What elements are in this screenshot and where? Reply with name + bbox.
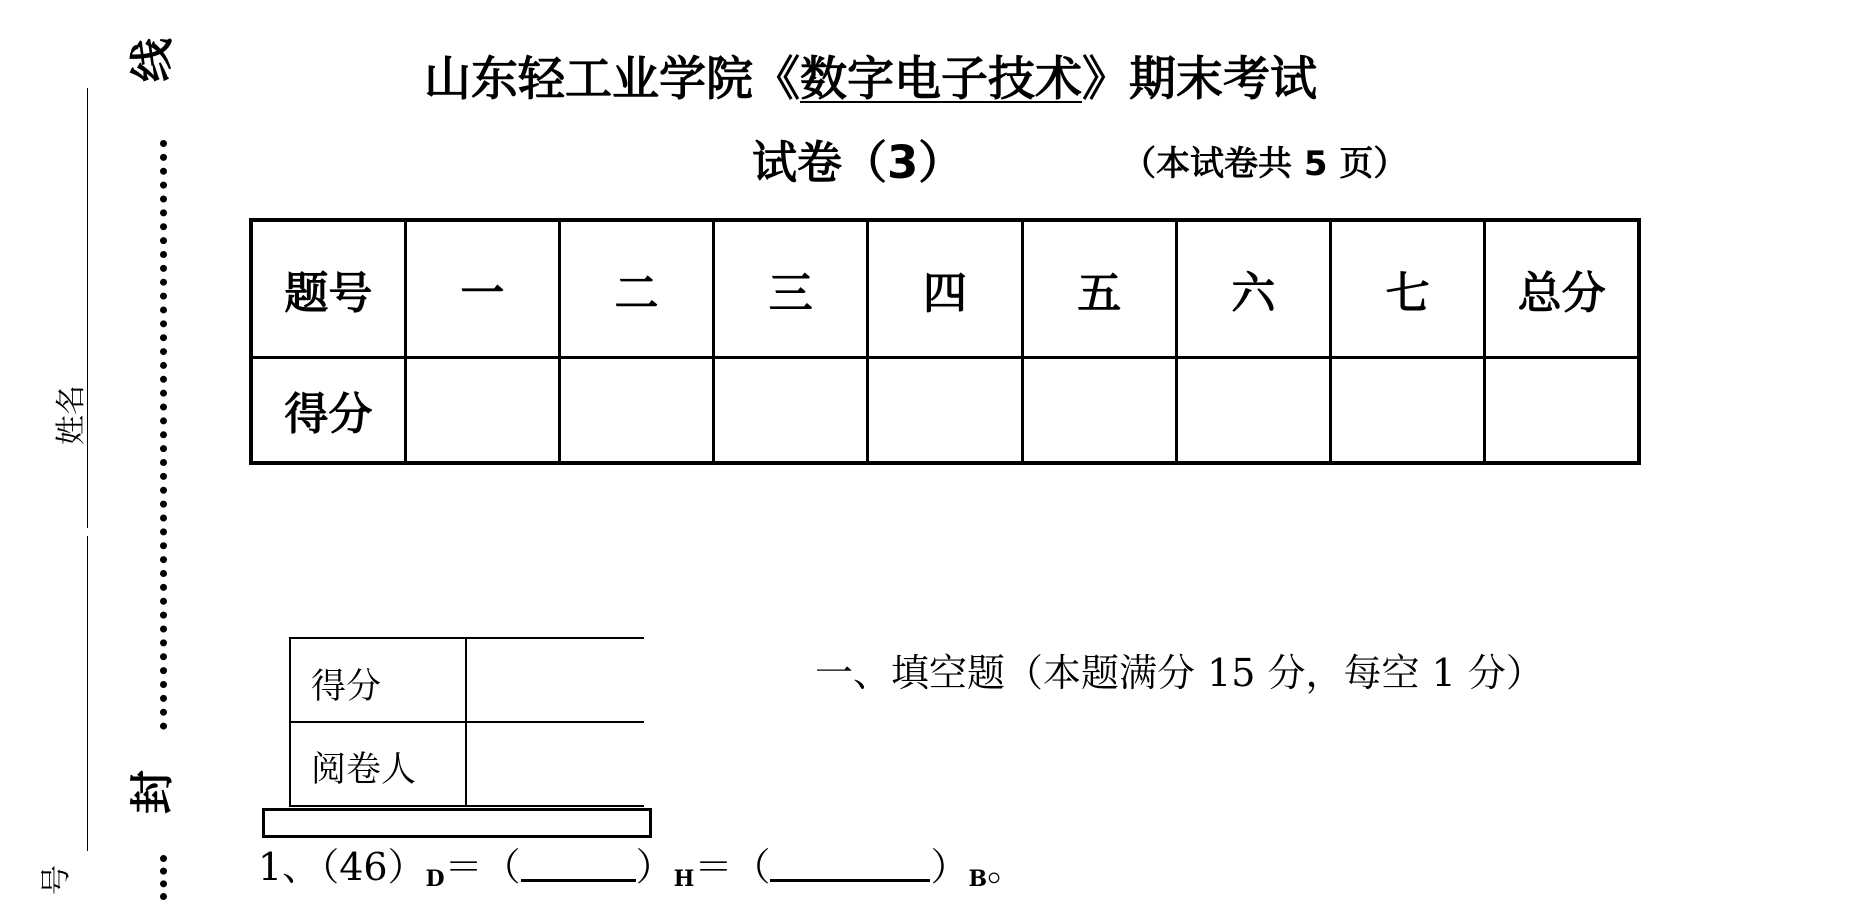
equals-open-2: ＝（	[694, 845, 771, 889]
score-cell[interactable]	[868, 357, 1022, 463]
grader-score-cell[interactable]	[469, 641, 639, 719]
grader-divider-line	[465, 637, 467, 807]
row-header-label: 题号	[251, 220, 405, 357]
course-name: 数字电子技术	[800, 52, 1082, 107]
score-cell[interactable]	[405, 357, 559, 463]
close-paren-1: ）	[635, 845, 674, 889]
column-header: 一	[405, 220, 559, 357]
name-label: 姓名	[54, 385, 89, 445]
id-underline	[87, 536, 88, 851]
grader-name-cell[interactable]	[469, 725, 639, 803]
score-table	[249, 218, 1641, 465]
subscript-d: D	[425, 866, 445, 892]
column-header-total: 总分	[1485, 220, 1639, 357]
grader-name-label: 阅卷人	[311, 750, 417, 790]
column-header: 五	[1022, 220, 1176, 357]
score-cell[interactable]	[1022, 357, 1176, 463]
close-paren-2: ）	[930, 845, 969, 889]
name-underline	[87, 88, 88, 528]
score-table-score-row	[251, 357, 1639, 463]
answer-blank-binary[interactable]	[770, 849, 930, 882]
grader-score-label: 得分	[311, 667, 382, 707]
score-table-header-row	[251, 220, 1639, 357]
subscript-b: B	[968, 866, 988, 892]
column-header: 四	[868, 220, 1022, 357]
equals-open-1: ＝（	[444, 845, 521, 889]
pages-note: （本试卷共 5 页）	[1122, 144, 1408, 184]
score-cell[interactable]	[559, 357, 713, 463]
column-header: 三	[714, 220, 868, 357]
question-number: 1、	[258, 845, 321, 889]
grader-base-bar	[262, 808, 652, 838]
question-expr: （46）	[320, 845, 426, 889]
section-heading: 一、填空题（本题满分 15 分，每空 1 分）	[815, 651, 1544, 695]
binding-dotted-line-lower	[160, 855, 167, 900]
answer-blank-hex[interactable]	[521, 849, 636, 882]
score-cell[interactable]	[1176, 357, 1330, 463]
title-suffix: 》期末考试	[1082, 52, 1317, 107]
question-1	[258, 845, 1025, 892]
row-score-label: 得分	[251, 357, 405, 463]
binding-char-seal: 封	[127, 770, 178, 814]
title-prefix: 山东轻工业学院《	[424, 52, 800, 107]
exam-title	[424, 52, 1317, 108]
exam-subtitle: 试卷（3）	[752, 136, 964, 189]
column-header: 六	[1176, 220, 1330, 357]
id-label: 号	[39, 865, 74, 895]
score-cell-total[interactable]	[1485, 357, 1639, 463]
column-header: 七	[1331, 220, 1485, 357]
score-cell[interactable]	[1331, 357, 1485, 463]
grader-left-line	[289, 637, 291, 807]
column-header: 二	[559, 220, 713, 357]
question-end-mark: 。	[987, 845, 1026, 889]
binding-dotted-line-upper	[160, 140, 167, 730]
score-cell[interactable]	[714, 357, 868, 463]
grader-box	[289, 637, 644, 807]
subscript-h: H	[673, 866, 695, 892]
binding-char-line: 线	[127, 38, 178, 82]
